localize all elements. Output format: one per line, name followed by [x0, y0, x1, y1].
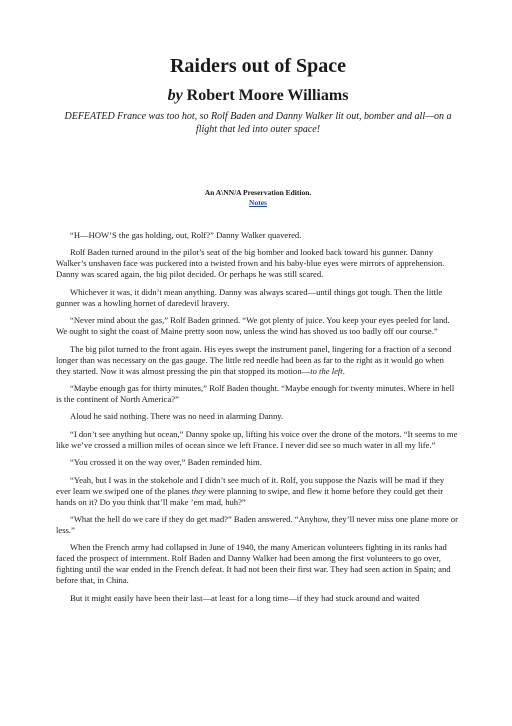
- story-paragraph: [56, 457, 460, 468]
- paragraph-text: Aloud he said nothing. There was no need in alarming Danny.: [70, 411, 284, 422]
- byline: [56, 86, 460, 106]
- paragraph-text: “Yeah, but I was in the stokehole and I didn’t see much of it. Rolf, you suppose the Nazis will be mad if they ever learn we swiped one of the planes: [56, 474, 445, 496]
- story-paragraph: [56, 287, 460, 309]
- paragraph-text: “You crossed it on the way over,” Baden reminded him.: [70, 457, 262, 468]
- byline-by: by: [167, 87, 183, 104]
- paragraph-text: Rolf Baden turned around in the pilot’s seat of the big bomber and looked back toward his gunner. Danny Walker’s unshaven face was puckered into a twisted frown and his baby-blue eyes were mirrors of apprehension. Danny was scared again, the big pilot decided. Or perhaps he was still scared.: [56, 247, 445, 280]
- story-paragraph: [56, 542, 460, 586]
- paragraph-text: When the French army had collapsed in June of 1940, the many American volunteers fighting in its ranks had faced the prospect of internment. Rolf Baden and Danny Walker had been among the first volunteers to go over, fighting until the war ended in the French defeat. It had not been their first war. They had seen action in Spain; and before that, in China.: [56, 542, 451, 586]
- story-subtitle: DEFEATED France was too hot, so Rolf Baden and Danny Walker lit out, bomber and all—on a flight that led into outer space!: [64, 111, 452, 135]
- story-paragraph: [56, 344, 460, 377]
- story-title: Raiders out of Space: [169, 55, 347, 77]
- paragraph-text: “What the hell do we care if they do get mad?” Baden answered. “Anyhow, they’ll never miss one plane more or less.”: [56, 513, 458, 535]
- paragraph-text: “H—HOW’S the gas holding, out, Rolf?” Danny Walker quavered.: [70, 230, 302, 240]
- story-paragraph: [56, 514, 460, 536]
- story-paragraph: [56, 383, 460, 405]
- story-paragraph: [56, 593, 460, 604]
- edition-notice: An A\NN/A Preservation Edition.: [204, 188, 312, 197]
- story-paragraph: [56, 247, 460, 280]
- paragraph-text: But it might easily have been their last—at least for a long time—if they had stuck around and waited: [70, 592, 420, 603]
- story-paragraph: [56, 475, 460, 508]
- paragraph-text: “Never mind about the gas,” Rolf Baden grinned. “We got plenty of juice. You keep your eyes peeled for land. We ought to sight the coast of Maine pretty soon now, unless the wind has shoved us too badly off our course.”: [56, 315, 450, 337]
- story-paragraph: [56, 315, 460, 337]
- paragraph-emphasis: to the left: [310, 365, 343, 376]
- story-paragraph: [56, 411, 460, 422]
- author-name: Robert Moore Williams: [186, 87, 349, 104]
- story-body: [56, 230, 460, 604]
- paragraph-text: The big pilot turned to the front again. His eyes swept the instrument panel, lingering for a fraction of a second longer than was necessary on the gas gauge. The little red needle had been as far to the right as it would go when they started. Now it was almost pressing the pin that stopped its motion—: [56, 343, 452, 376]
- paragraph-emphasis: they: [191, 485, 206, 496]
- notes-link[interactable]: Notes: [249, 198, 267, 207]
- paragraph-text: Whichever it was, it didn’t mean anything. Danny was always scared—until things got tough. Then the little gunner was a howling hornet of daredevil bravery.: [56, 286, 443, 308]
- paragraph-text: were planning to swipe, and flew it home before they could get their hands on it? Do you think that’ll make ’em mad, huh?”: [56, 485, 444, 507]
- story-paragraph: [56, 230, 460, 241]
- paragraph-text: “Maybe enough gas for thirty minutes,” Rolf Baden thought. “Maybe enough for twenty minutes. Where in hell is the continent of North America?”: [56, 382, 455, 404]
- paragraph-text: .: [342, 365, 345, 376]
- paragraph-text: “I don’t see anything but ocean,” Danny spoke up, lifting his voice over the drone of the motors. “It seems to me like we’ve crossed a million miles of ocean since we left France. I never did see so much water in all my life.”: [56, 428, 458, 450]
- story-paragraph: [56, 429, 460, 451]
